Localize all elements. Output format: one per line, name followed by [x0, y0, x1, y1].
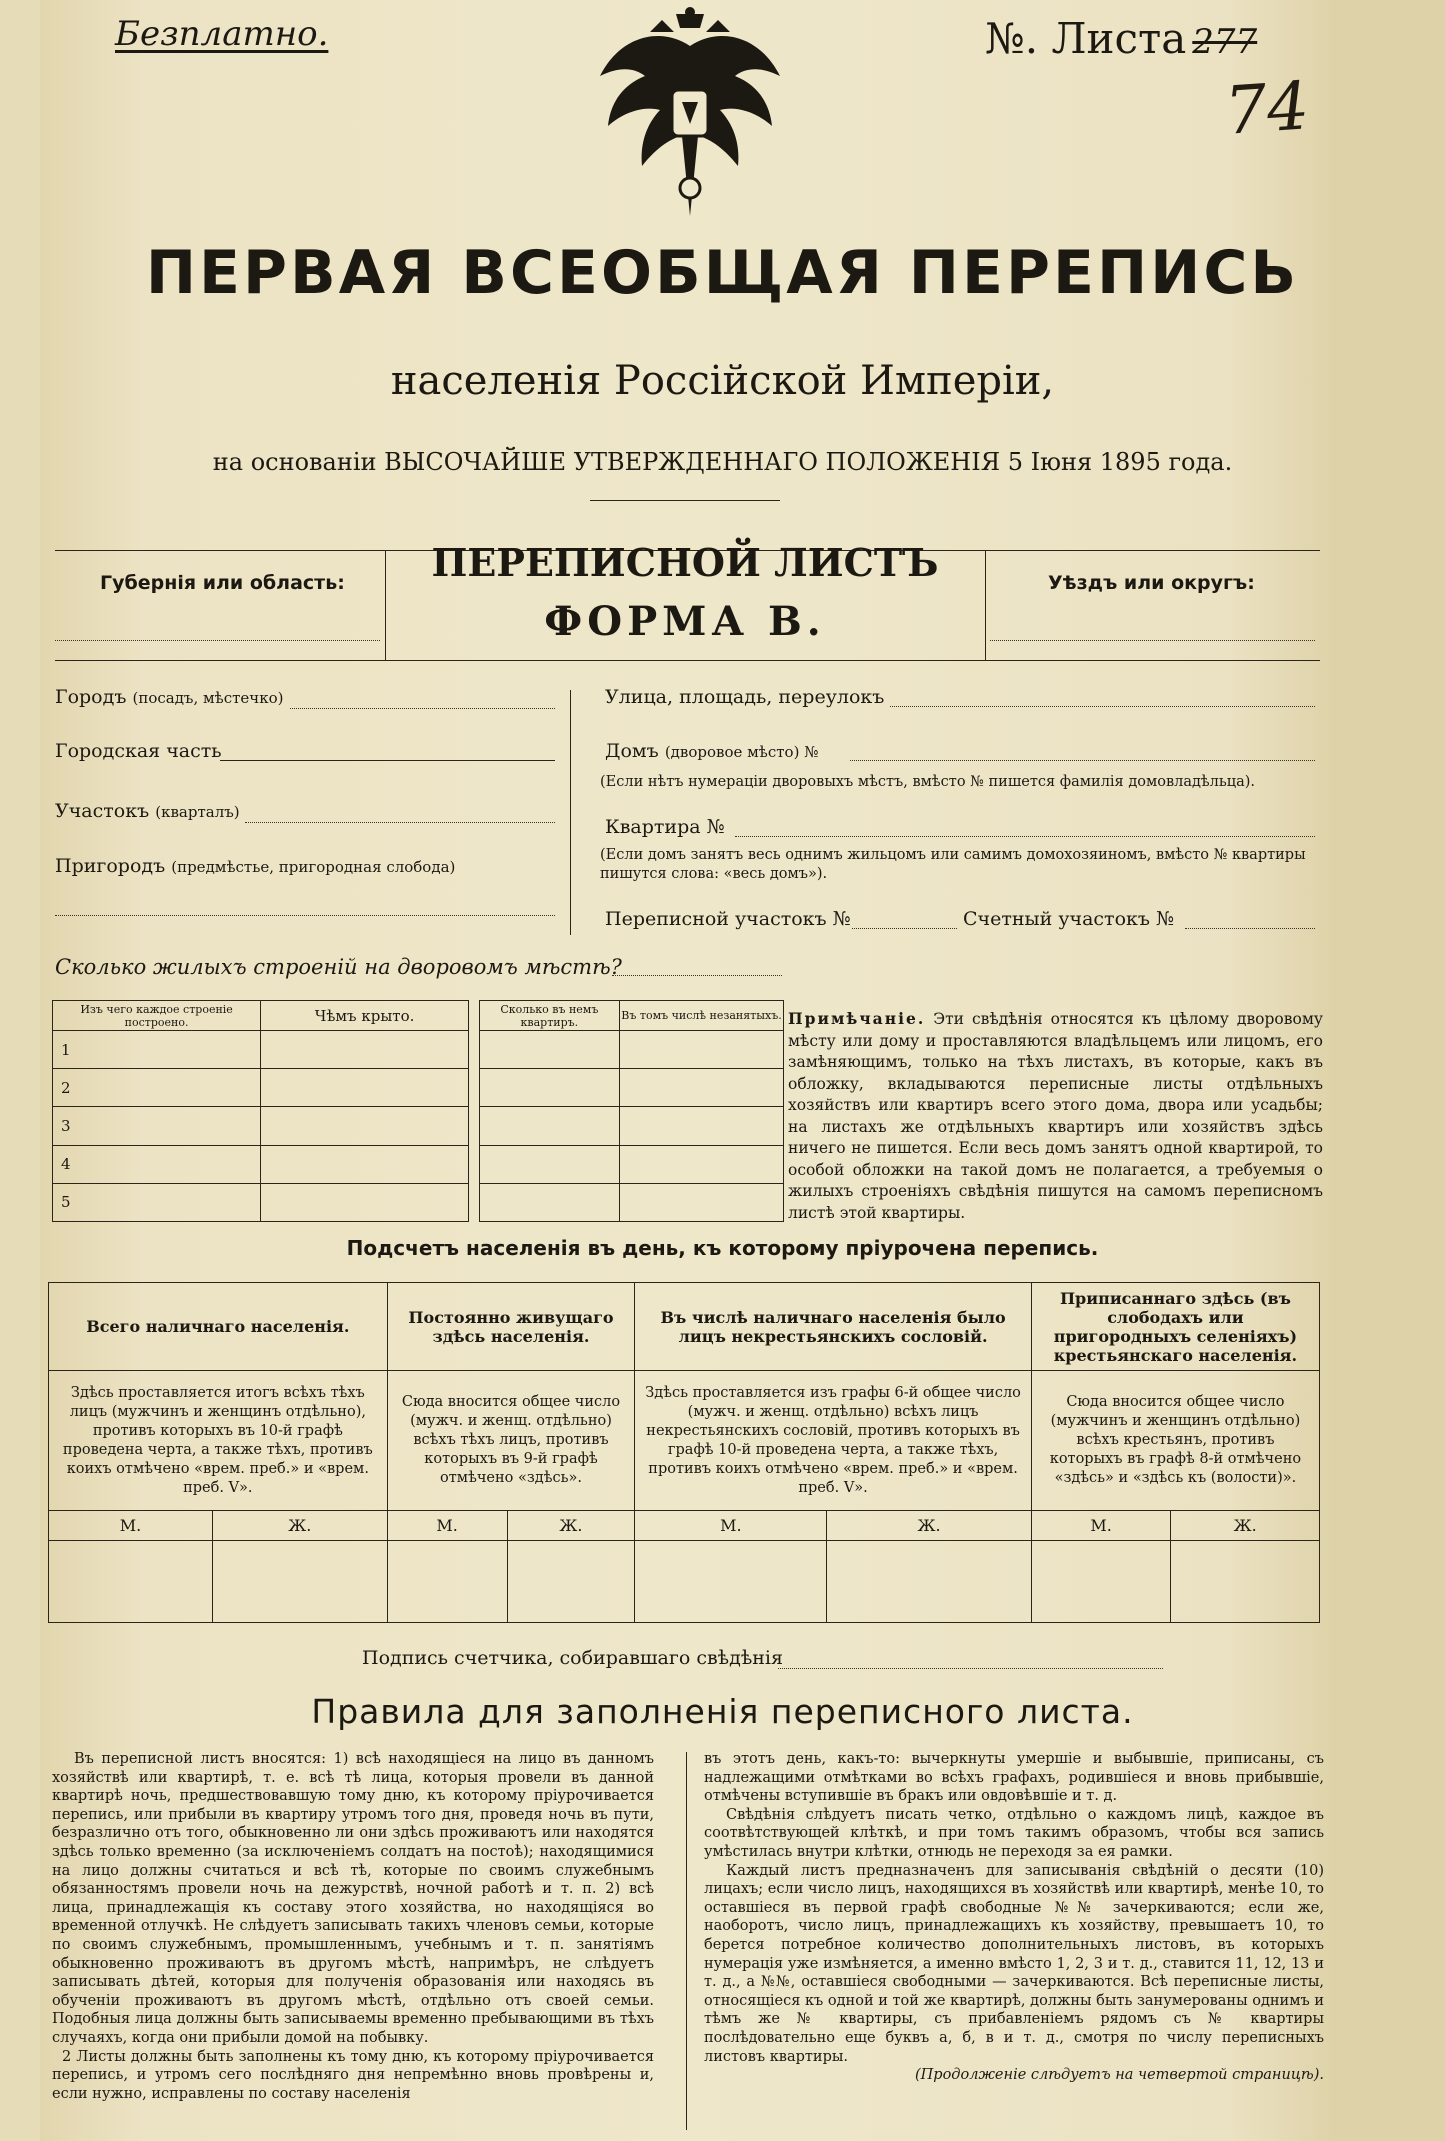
- peasant-female-cell[interactable]: [1171, 1541, 1320, 1623]
- rules-left-column: [52, 1750, 654, 2103]
- non-peasant-desc: Здѣсь проставляется изъ графы 6-й общее число (мужч. и женщ. отдѣльно) всѣхъ лицъ некрестьянскихъ сословій, противъ которыхъ въ графѣ 10-й проведена черта, а также тѣхъ, противъ коихъ отмѣчено «врем. преб.» и «врем. преб. V».: [635, 1371, 1032, 1511]
- table-row: [53, 1069, 784, 1107]
- row-number: 3: [53, 1107, 261, 1145]
- peasant-header: Приписаннаго здѣсь (въ слободахъ или пригородныхъ селеніяхъ) крестьянскаго населенія.: [1031, 1283, 1319, 1371]
- buildings-note: [788, 1008, 1323, 1224]
- rules-divider: [686, 1752, 687, 2130]
- peasant-male-cell[interactable]: [1031, 1541, 1171, 1623]
- continued-note: (Продолженіе слѣдуетъ на четвертой страницѣ).: [914, 2067, 1324, 2084]
- permanent-population-header: Постоянно живущаго здѣсь населенія.: [387, 1283, 635, 1371]
- buildings-header-row: [53, 1001, 784, 1031]
- col-roof-header: Чѣмъ крыто.: [261, 1001, 469, 1031]
- row-number: 1: [53, 1031, 261, 1069]
- population-values-row: [49, 1541, 1320, 1623]
- total-male-cell[interactable]: [49, 1541, 213, 1623]
- rule-paragraph: Свѣдѣнія слѣдуетъ писать четко, отдѣльно о каждомъ лицѣ, каждое въ соотвѣтствующей клѣткѣ, и при томъ такимъ образомъ, чтобы вся запись умѣстилась внутри клѣтки, отнюдь не переходя за ея рамки.: [704, 1806, 1324, 1860]
- house-field[interactable]: [850, 760, 1315, 761]
- page-subtitle: населенія Россійской Имперіи,: [390, 358, 1055, 404]
- suburb-label: Пригородъ (предмѣстье, пригородная слобода): [55, 855, 456, 877]
- buildings-question: Сколько жилыхъ строеній на дворовомъ мѣстѣ?: [55, 955, 622, 979]
- page-edge: [1330, 0, 1445, 2141]
- population-title: Подсчетъ населенія въ день, къ которому пріурочена перепись.: [346, 1236, 1099, 1260]
- population-desc-row: [49, 1371, 1320, 1511]
- permanent-female-cell[interactable]: [507, 1541, 635, 1623]
- city-part-field[interactable]: [220, 760, 555, 761]
- title-rule: [590, 500, 780, 501]
- page-title: ПЕРВАЯ ВСЕОБЩАЯ ПЕРЕПИСЬ: [145, 238, 1300, 308]
- male-header: М.: [387, 1511, 507, 1541]
- total-population-desc: Здѣсь проставляется итогъ всѣхъ тѣхъ лицъ (мужчинъ и женщинъ отдѣльно), противъ которыхъ въ 10-й графѣ проведена черта, а также тѣхъ, противъ коихъ отмѣчено «врем. преб.» и «врем. преб. V».: [49, 1371, 388, 1511]
- female-header: Ж.: [827, 1511, 1032, 1541]
- permanent-population-desc: Сюда вносится общее число (мужч. и женщ. отдѣльно) всѣхъ тѣхъ лицъ, противъ которыхъ въ 9-й графѣ отмѣчено «здѣсь».: [387, 1371, 635, 1511]
- population-table: [48, 1282, 1320, 1623]
- province-label: Губернія или область:: [100, 572, 345, 594]
- table-row: [53, 1031, 784, 1069]
- rule-paragraph: Въ переписной листъ вносятся: 1) всѣ находящіеся на лицо въ данномъ хозяйствѣ или квартирѣ, т. е. всѣ тѣ лица, которыя провели въ данной квартирѣ ночь, предшествовавшую тому дню, къ которому пріурочивается перепись, или прибыли въ квартиру утромъ того дня, проведя ночь въ пути, безразлично отъ того, обыкновенно ли они здѣсь проживаютъ или находятся здѣсь только временно (за исключеніемъ солдатъ на постоѣ); находящимися на лицо должны считаться и всѣ тѣ, которые по своимъ служебнымъ обязанностямъ провели ночь на дежурствѣ, ночной работѣ и т. п. 2) всѣ лица, принадлежащія къ составу этого хозяйства, но находящіяся во временной отлучкѣ. Не слѣдуетъ записывать такихъ членовъ семьи, которые по своимъ служебнымъ, промышленнымъ, учебнымъ и т. п. занятіямъ обыкновенно проживаютъ въ другомъ мѣстѣ, напримѣръ, не слѣдуетъ записывать дѣтей, которыя для полученія образованія или находясь въ обученіи проживаютъ въ другомъ мѣстѣ, отдѣльно отъ своей семьи. Подобныя лица должны быть записываемы временно пребывающими въ тѣхъ случаяхъ, когда они прибыли домой на побывку.: [52, 1751, 654, 2046]
- rule-paragraph: Каждый листъ предназначенъ для записыванія свѣдѣній о десяти (10) лицахъ; если число лицъ, находящихся въ хозяйствѣ или квартирѣ, менѣе 10, то оставшіеся въ первой графѣ свободные №№ зачеркиваются; если же, наоборотъ, число лицъ, принадлежащихъ къ хозяйству, превышаетъ 10, то берется потребное количество дополнительныхъ листовъ, въ которыхъ нумерація уже измѣняется, а именно вмѣсто 1, 2, 3 и т. д., ставится 11, 12, 13 и т. д., а №№, оставшіеся свободными — зачеркиваются. Всѣ переписные листы, относящіеся къ одной и той же квартирѣ, должны быть занумерованы однимъ и тѣмъ же № квартиры, съ прибавленіемъ рядомъ съ № квартиры послѣдовательно еще буквъ а, б, в и т. д., смотря по числу переписныхъ листовъ квартиры.: [704, 1862, 1324, 2065]
- buildings-count-field[interactable]: [612, 975, 782, 976]
- count-section-label: Счетный участокъ №: [963, 908, 1174, 930]
- col-material-header: Изъ чего каждое строеніе построено.: [53, 1001, 261, 1031]
- permanent-male-cell[interactable]: [387, 1541, 507, 1623]
- male-header: М.: [1031, 1511, 1171, 1541]
- non-peasant-male-cell[interactable]: [635, 1541, 827, 1623]
- province-field[interactable]: [55, 640, 380, 641]
- street-field[interactable]: [890, 706, 1315, 707]
- population-header-row: [49, 1283, 1320, 1371]
- male-header: М.: [635, 1511, 827, 1541]
- row-number: 5: [53, 1183, 261, 1221]
- female-header: Ж.: [507, 1511, 635, 1541]
- note-text: Эти свѣдѣнія относятся къ цѣлому дворовому мѣсту или дому и проставляются владѣльцемъ или лицомъ, его замѣняющимъ, только на тѣхъ листахъ, въ которые, какъ въ обложку, вкладываются переписные листы отдѣльныхъ хозяйствъ или квартиръ всего этого дома, двора или усадьбы; на листахъ же отдѣльныхъ квартиръ или хозяйствъ здѣсь ничего не пишется. Если весь домъ занятъ одной квартирой, то особой обложки на такой домъ не полагается, а требуемыя о жилыхъ строеніяхъ свѣдѣнія пишутся на самомъ переписномъ листѣ этой квартиры.: [788, 1010, 1324, 1222]
- district-field[interactable]: [245, 822, 555, 823]
- table-row: [53, 1183, 784, 1221]
- free-label: Безплатно.: [115, 14, 329, 54]
- non-peasant-female-cell[interactable]: [827, 1541, 1032, 1623]
- table-row: [53, 1145, 784, 1183]
- form-title: ПЕРЕПИСНОЙ ЛИСТЪ: [431, 540, 939, 585]
- population-sex-row: [49, 1511, 1320, 1541]
- rules-title: Правила для заполненія переписного листа.: [311, 1692, 1134, 1731]
- total-population-header: Всего наличнаго населенія.: [49, 1283, 388, 1371]
- county-field[interactable]: [990, 640, 1315, 641]
- suburb-field[interactable]: [55, 915, 555, 916]
- address-divider: [570, 690, 571, 935]
- city-part-label: Городская часть: [55, 740, 222, 762]
- apartment-hint: (Если домъ занятъ весь однимъ жильцомъ или самимъ домохозяиномъ, вмѣсто № квартиры пишутся слова: «весь домъ»).: [600, 847, 1306, 882]
- count-section-field[interactable]: [1185, 928, 1315, 929]
- signature-label: Подпись счетчика, собиравшаго свѣдѣнія: [362, 1647, 783, 1669]
- note-title: Примѣчаніе.: [788, 1009, 926, 1028]
- total-female-cell[interactable]: [212, 1541, 387, 1623]
- census-section-label: Переписной участокъ №: [605, 908, 851, 930]
- peasant-desc: Сюда вносится общее число (мужчинъ и женщинъ отдѣльно) всѣхъ крестьянъ, противъ которыхъ въ графѣ 8-й отмѣчено «здѣсь» и «здѣсь къ (волости)».: [1031, 1371, 1319, 1511]
- form-head-bottom-rule: [55, 660, 1320, 661]
- apartment-field[interactable]: [735, 836, 1315, 837]
- rules-right-column: [704, 1750, 1324, 2085]
- sheet-number-struck: 277: [1192, 22, 1258, 62]
- imperial-eagle-emblem: [590, 6, 790, 226]
- census-section-field[interactable]: [852, 928, 957, 929]
- city-field[interactable]: [290, 708, 555, 709]
- district-label: Участокъ (кварталъ): [55, 800, 240, 822]
- county-label: Уѣздъ или округъ:: [1048, 572, 1255, 594]
- sheet-number-text: №. Листа: [985, 14, 1187, 63]
- form-type: ФОРМА В.: [544, 598, 826, 645]
- row-number: 2: [53, 1069, 261, 1107]
- house-hint: (Если нѣтъ нумераціи дворовыхъ мѣстъ, вмѣсто № пишется фамилія домовладѣльца).: [600, 774, 1256, 790]
- female-header: Ж.: [1171, 1511, 1320, 1541]
- non-peasant-header: Въ числѣ наличнаго населенія было лицъ некрестьянскихъ сословій.: [635, 1283, 1032, 1371]
- house-label: Домъ (дворовое мѣсто) №: [605, 740, 819, 762]
- table-row: [53, 1107, 784, 1145]
- female-header: Ж.: [212, 1511, 387, 1541]
- col-apartments-header: Сколько въ немъ квартиръ.: [479, 1001, 619, 1031]
- row-number: 4: [53, 1145, 261, 1183]
- handwritten-sheet-number: 74: [1222, 67, 1312, 150]
- decree-basis: на основаніи ВЫСОЧАЙШЕ УТВЕРЖДЕННАГО ПОЛОЖЕНІЯ 5 Іюня 1895 года.: [212, 448, 1233, 476]
- rule-paragraph: въ этотъ день, какъ-то: вычеркнуты умершіе и выбывшіе, приписаны, съ надлежащими отмѣтками во всѣхъ графахъ, родившіеся и вновь прибывшіе, отмѣчены вступившіе въ бракъ или овдовѣвшіе и т. д.: [704, 1751, 1324, 1805]
- buildings-table: [52, 1000, 784, 1222]
- col-vacant-header: Въ томъ числѣ незанятыхъ.: [620, 1001, 784, 1031]
- sheet-number-label: [985, 14, 1257, 63]
- rule-paragraph: 2 Листы должны быть заполнены къ тому дню, къ которому пріурочивается перепись, и утромъ сего послѣдняго дня непремѣнно вновь провѣрены и, если нужно, исправлены по составу населенія: [52, 2048, 654, 2102]
- street-label: Улица, площадь, переулокъ: [605, 686, 885, 708]
- male-header: М.: [49, 1511, 213, 1541]
- apartment-label: Квартира №: [605, 816, 725, 838]
- form-head-divider-right: [985, 550, 986, 660]
- city-label: Городъ (посадъ, мѣстечко): [55, 686, 284, 708]
- signature-field[interactable]: [778, 1668, 1163, 1669]
